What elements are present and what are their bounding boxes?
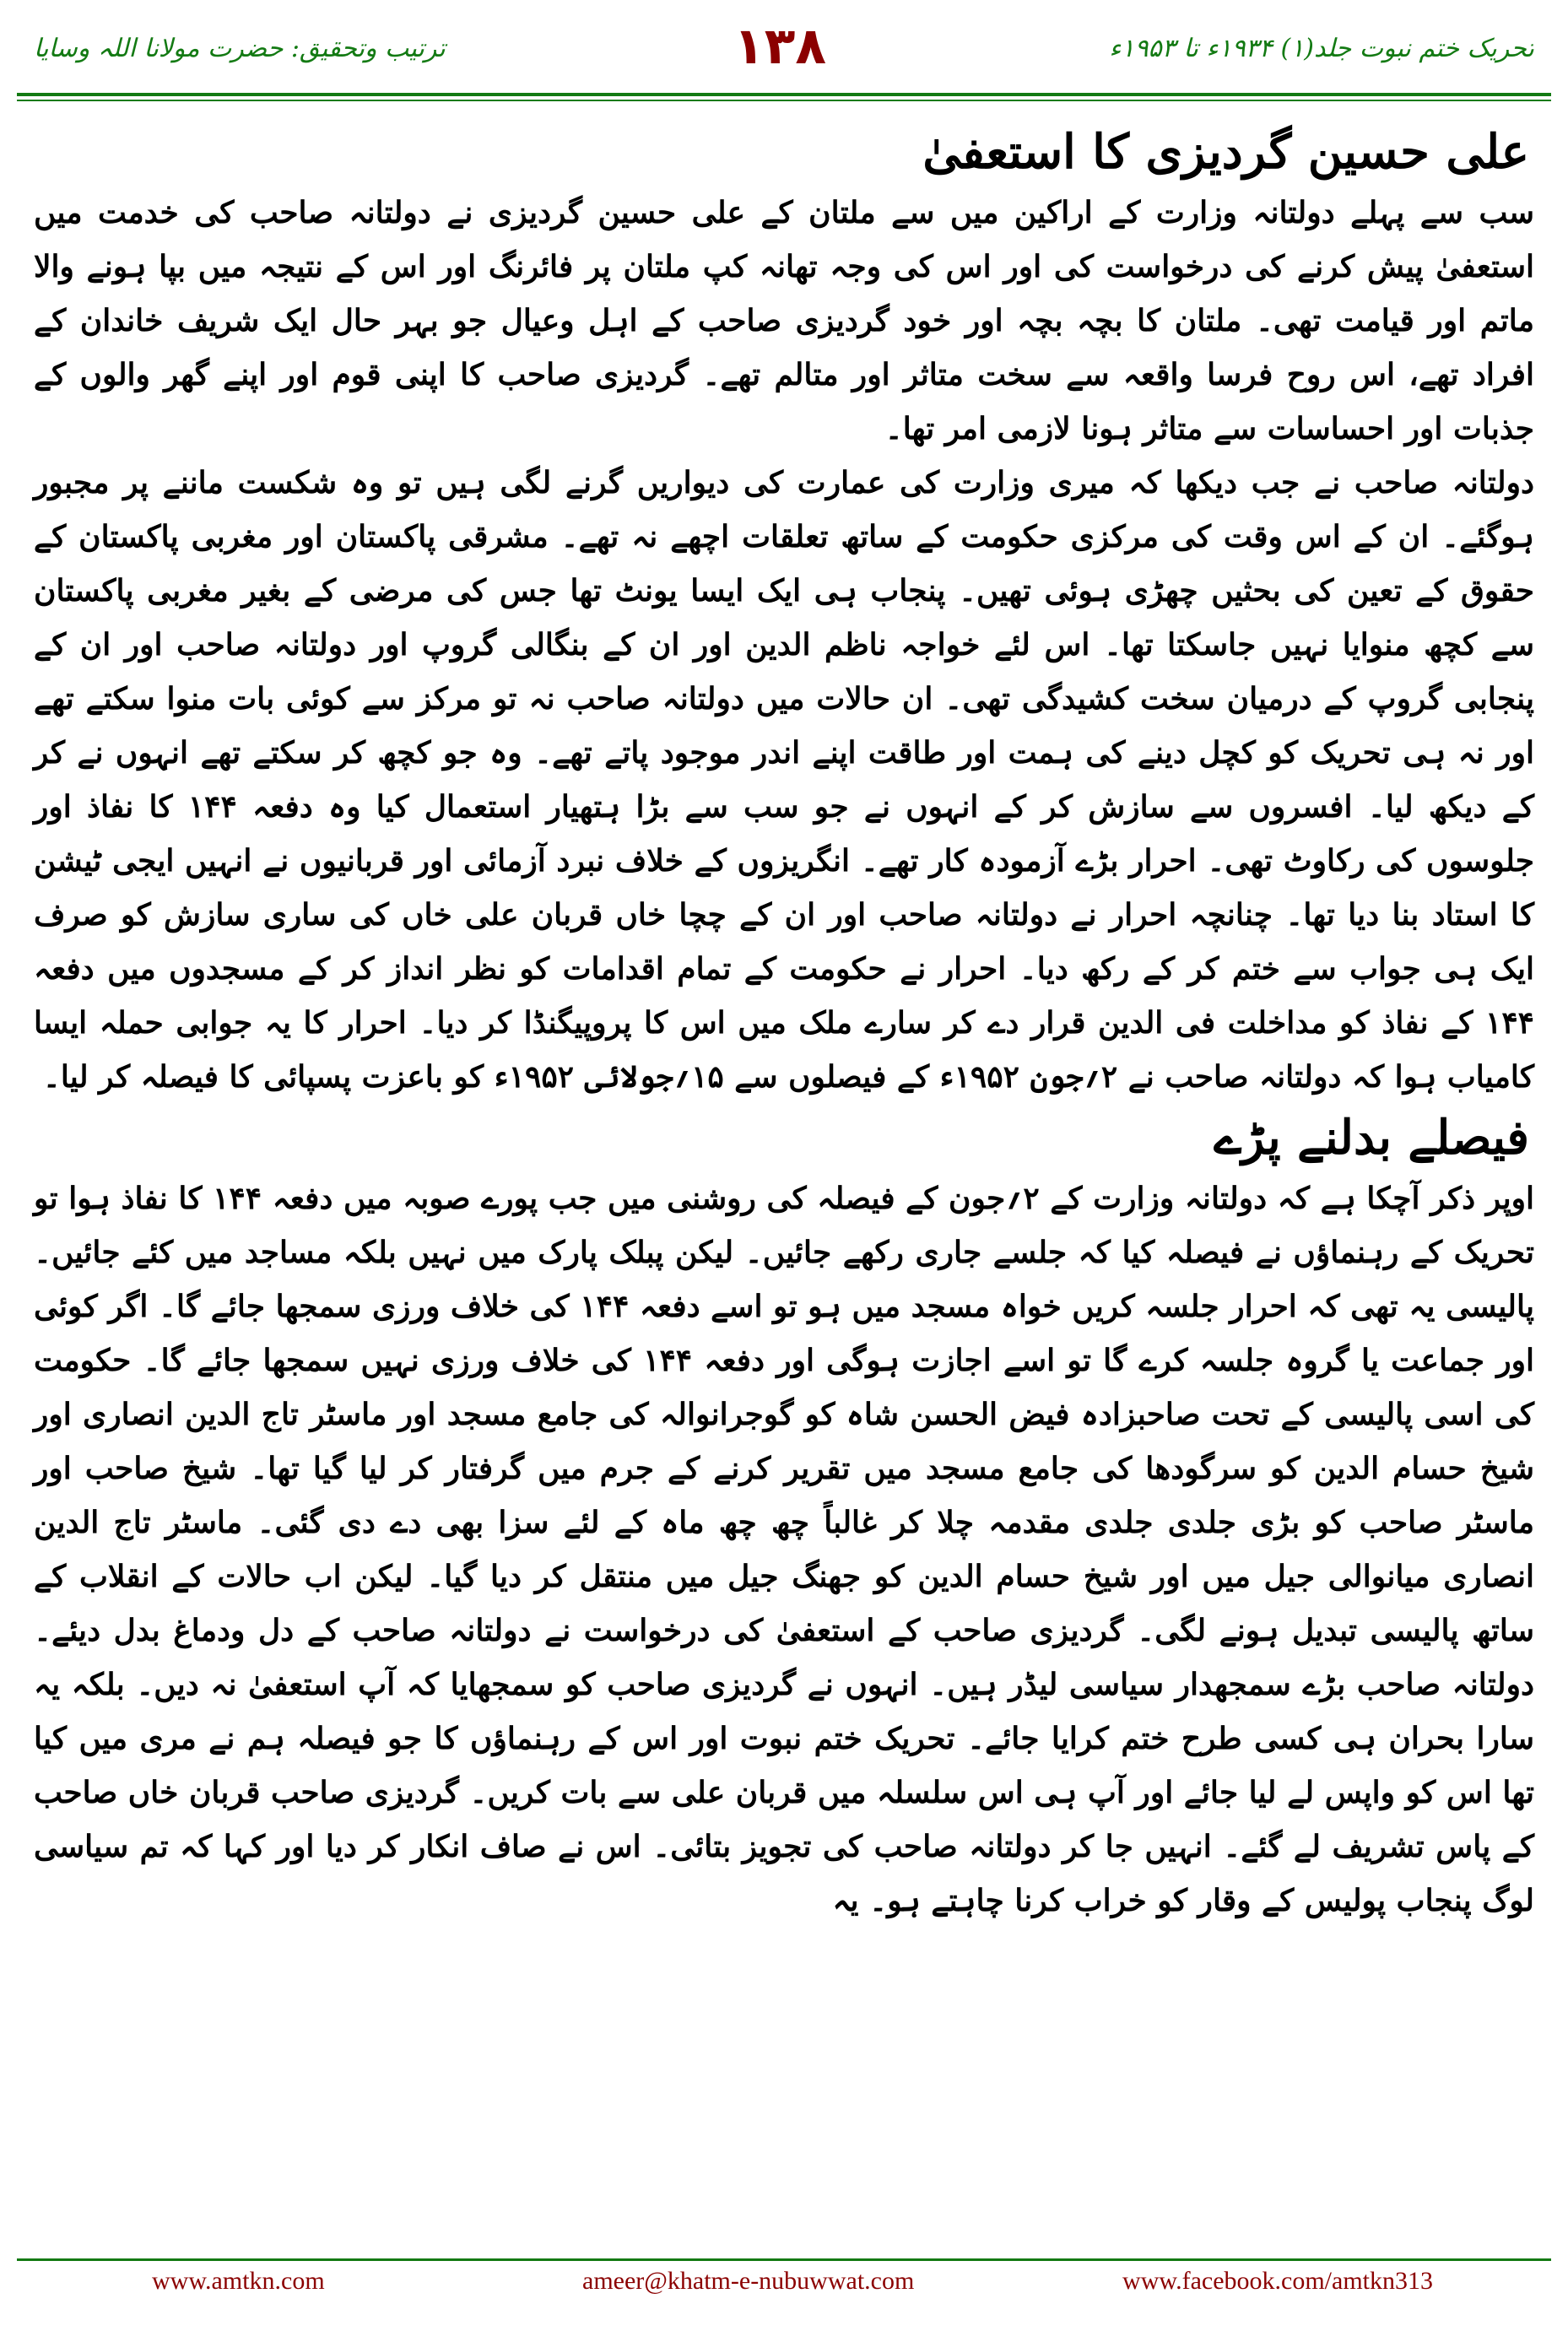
footer-facebook-link[interactable]: www.facebook.com/amtkn313 — [1122, 2267, 1433, 2295]
section-heading-decisions: فیصلے بدلنے پڑے — [1214, 1110, 1529, 1166]
footer-divider — [17, 2258, 1551, 2261]
page-footer — [34, 2267, 1534, 2318]
page-number: ۱۳۸ — [733, 17, 826, 76]
footer-website-link[interactable]: www.amtkn.com — [152, 2267, 325, 2295]
section-heading-resignation: علی حسین گردیزی کا استعفیٰ — [922, 124, 1529, 180]
paragraph: سب سے پہلے دولتانہ وزارت کے اراکین میں سے ملتان کے علی حسین گردیزی نے دولتانہ صاحب کی خدمت میں استعفیٰ پیش کرنے کی درخواست کی اور اس کی وجہ تھانہ کپ ملتان پر فائرنگ اور اس کے نتیجہ میں بپا ہونے والا ماتم اور قیامت تھی۔ ملتان کا بچہ بچہ اور خود گردیزی صاحب کے اہل وعیال جو بہر حال ایک شریف خاندان کے افراد تھے، اس روح فرسا واقعہ سے سخت متاثر اور متالم تھے۔ گردیزی صاحب کا اپنی قوم اور اپنے گھر والوں کے جذبات اور احساسات سے متاثر ہونا لازمی امر تھا۔ — [34, 195, 1534, 446]
page-body — [34, 118, 1534, 2228]
paragraph: اوپر ذکر آچکا ہے کہ دولتانہ وزارت کے ۲؍جون کے فیصلہ کی روشنی میں جب پورے صوبہ میں دفعہ ۱۴۴ کا نفاذ ہوا تو تحریک کے رہنماؤں نے فیصلہ کیا کہ جلسے جاری رکھے جائیں۔ لیکن پبلک پارک میں نہیں بلکہ مساجد میں کئے جائیں۔ پالیسی یہ تھی کہ احرار جلسہ کریں خواہ مسجد میں ہو تو اسے دفعہ ۱۴۴ کی خلاف ورزی سمجھا جائے گا۔ اگر کوئی اور جماعت یا گروہ جلسہ کرے گا تو اسے اجازت ہوگی اور دفعہ ۱۴۴ کی خلاف ورزی نہیں سمجھا جائے گا۔ حکومت کی اسی پالیسی کے تحت صاحبزادہ فیض الحسن شاہ کو گوجرانوالہ کی جامع مسجد اور ماسٹر تاج الدین انصاری اور شیخ حسام الدین کو سرگودھا کی جامع مسجد میں تقریر کرنے کے جرم میں گرفتار کر لیا گیا تھا۔ شیخ صاحب اور ماسٹر صاحب کو بڑی جلدی جلدی مقدمہ چلا کر غالباً چھ چھ ماہ کے لئے سزا بھی دے دی گئی۔ ماسٹر تاج الدین انصاری میانوالی جیل میں اور شیخ حسام الدین کو جھنگ جیل میں منتقل کر دیا گیا۔ لیکن اب حالات کے انقلاب کے ساتھ پالیسی تبدیل ہونے لگی۔ گردیزی صاحب کے استعفیٰ کی درخواست نے دولتانہ صاحب کے دل ودماغ بدل دیئے۔ دولتانہ صاحب بڑے سمجھدار سیاسی لیڈر ہیں۔ انہوں نے گردیزی صاحب کو سمجھایا کہ آپ استعفیٰ نہ دیں۔ بلکہ یہ سارا بحران ہی کسی طرح ختم کرایا جائے۔ تحریک ختم نبوت اور اس کے رہنماؤں کا جو فیصلہ ہم نے مری میں کیا تھا اس کو واپس لے لیا جائے اور آپ ہی اس سلسلہ میں قربان علی سے بات کریں۔ گردیزی صاحب قربان خاں صاحب کے پاس تشریف لے گئے۔ انہیں جا کر دولتانہ صاحب کی تجویز بتائی۔ اس نے صاف انکار کر دیا اور کہا کہ تم سیاسی لوگ پنجاب پولیس کے وقار کو خراب کرنا چاہتے ہو۔ یہ — [34, 1181, 1535, 1918]
paragraph: دولتانہ صاحب نے جب دیکھا کہ میری وزارت کی عمارت کی دیواریں گرنے لگی ہیں تو وہ شکست ماننے پر مجبور ہوگئے۔ ان کے اس وقت کی مرکزی حکومت کے ساتھ تعلقات اچھے نہ تھے۔ مشرقی پاکستان اور مغربی پاکستان کے حقوق کے تعین کی بحثیں چھڑی ہوئی تھیں۔ پنجاب ہی ایک ایسا یونٹ تھا جس کی مرضی کے بغیر مغربی پاکستان سے کچھ منوایا نہیں جاسکتا تھا۔ اس لئے خواجہ ناظم الدین اور ان کے بنگالی گروپ اور دولتانہ صاحب اور ان کے پنجابی گروپ کے درمیان سخت کشیدگی تھی۔ ان حالات میں دولتانہ صاحب نہ تو مرکز سے کوئی بات منوا سکتے تھے اور نہ ہی تحریک کو کچل دینے کی ہمت اور طاقت اپنے اندر موجود پاتے تھے۔ وہ جو کچھ کر سکتے تھے انہوں نے کر کے دیکھ لیا۔ افسروں سے سازش کر کے انہوں نے جو سب سے بڑا ہتھیار استعمال کیا وہ دفعہ ۱۴۴ کا نفاذ اور جلوسوں کی رکاوٹ تھی۔ احرار بڑے آزمودہ کار تھے۔ انگریزوں کے خلاف نبرد آزمائی اور قربانیوں نے انہیں ایجی ٹیشن کا استاد بنا دیا تھا۔ چنانچہ احرار نے دولتانہ صاحب اور ان کے چچا خاں قربان علی خاں کی ساری سازش کو صرف ایک ہی جواب سے ختم کر کے رکھ دیا۔ احرار نے حکومت کے تمام اقدامات کو نظر انداز کر کے مسجدوں میں دفعہ ۱۴۴ کے نفاذ کو مداخلت فی الدین قرار دے کر سارے ملک میں اس کا پروپیگنڈا کر دیا۔ احرار کا یہ جوابی حملہ ایسا کامیاب ہوا کہ دولتانہ صاحب نے ۲؍جون ۱۹۵۲ء کے فیصلوں سے ۱۵؍جولائی ۱۹۵۲ء کو باعزت پسپائی کا فیصلہ کر لیا۔ — [34, 465, 1535, 1095]
header-credit: ترتیب وتحقیق: حضرت مولانا اللہ وسایا — [34, 34, 446, 63]
page-header — [34, 17, 1534, 101]
header-divider-thin — [17, 100, 1551, 101]
header-title: تحریک ختم نبوت جلد(۱) ۱۹۳۴ء تا ۱۹۵۳ء — [1109, 34, 1534, 63]
header-divider — [17, 93, 1551, 96]
footer-email-link[interactable]: ameer@khatm-e-nubuwwat.com — [582, 2267, 915, 2295]
